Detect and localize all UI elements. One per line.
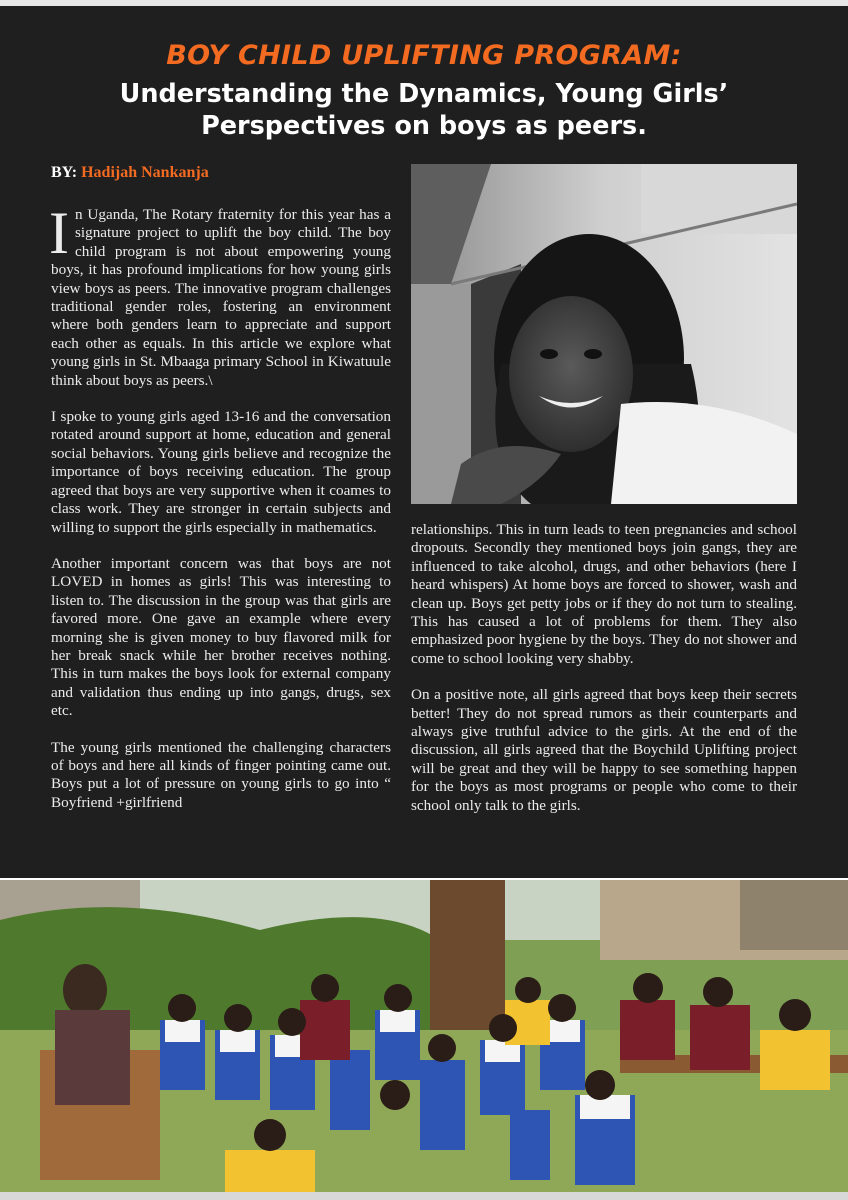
author-name: Hadijah Nankanja: [81, 164, 209, 181]
left-column: [49, 200, 391, 830]
byline-label: BY:: [51, 164, 78, 181]
magazine-page: [0, 6, 848, 878]
right-column: [411, 521, 797, 833]
article-subtitle: [0, 78, 848, 142]
paragraph-5: relationships. This in turn leads to teen pregnancies and school dropouts. Secondly they mentioned boys join gangs, they are influenced to take alcohol, drugs, and other behaviors (here I heard whispers) At home boys are forced to shower, wash and clean up. Boys get petty jobs or if they do not turn to stealing. This has caused a lot of problems for them. They also emphasized poor hygiene by the boys. They do not shower and come to school looking very shabby.: [411, 521, 797, 667]
paragraph-intro: [49, 200, 391, 390]
group-discussion-photo: [0, 880, 848, 1192]
drop-cap: I: [49, 200, 69, 266]
subtitle-line-1: Understanding the Dynamics, Young Girls’: [119, 79, 729, 109]
article-title: BOY CHILD UPLIFTING PROGRAM:: [166, 40, 682, 71]
group-photo-image: [0, 880, 848, 1192]
subtitle-line-2: Perspectives on boys as peers.: [201, 111, 647, 141]
byline: [51, 164, 209, 182]
paragraph-1-text: n Uganda, The Rotary fraternity for this year has a signature project to uplift the boy child. The boy child program is not about empowering young boys, it has profound implications for how young girls view boys as peers. The innovative program challenges traditional gender roles, fostering an environment where both genders learn to appreciate and support each other as equals. In this article we explore what young girls in St. Mbaaga primary School in Kiwatuule think about boys as peers.\: [51, 206, 391, 389]
author-portrait-photo: [411, 164, 797, 504]
paragraph-3: Another important concern was that boys are not LOVED in homes as girls! This was interesting to listen to. The discussion in the group was that girls are favored more. One gave an example where every morning she is given money to buy flavored milk for her break snack while her brother receives nothing. This in turn makes the boys look for external company and validation thus ending up into gangs, drugs, sex etc.: [51, 554, 391, 720]
portrait-image: [411, 164, 797, 504]
bottom-border: [0, 1192, 848, 1200]
paragraph-6: On a positive note, all girls agreed that boys keep their secrets better! They do not spread rumors as their counterparts and always give truthful advice to the girls. At the end of the discussion, all girls agreed that the Boychild Uplifting project will be great and they will be happy to see something happen for the boys as most programs or people who come to their school only talk to the girls.: [411, 686, 797, 814]
paragraph-2: I spoke to young girls aged 13-16 and the conversation rotated around support at home, education and general social behaviors. Young girls believe and recognize the importance of boys receiving education. The group agreed that boys are very supportive when it coames to class work. They are stronger in certain subjects and willing to support the girls especially in mathematics.: [51, 408, 391, 536]
paragraph-4: The young girls mentioned the challenging characters of boys and here all kinds of finger pointing came out. Boys put a lot of pressure on young girls to go into “ Boyfriend +girlfriend: [51, 738, 391, 811]
